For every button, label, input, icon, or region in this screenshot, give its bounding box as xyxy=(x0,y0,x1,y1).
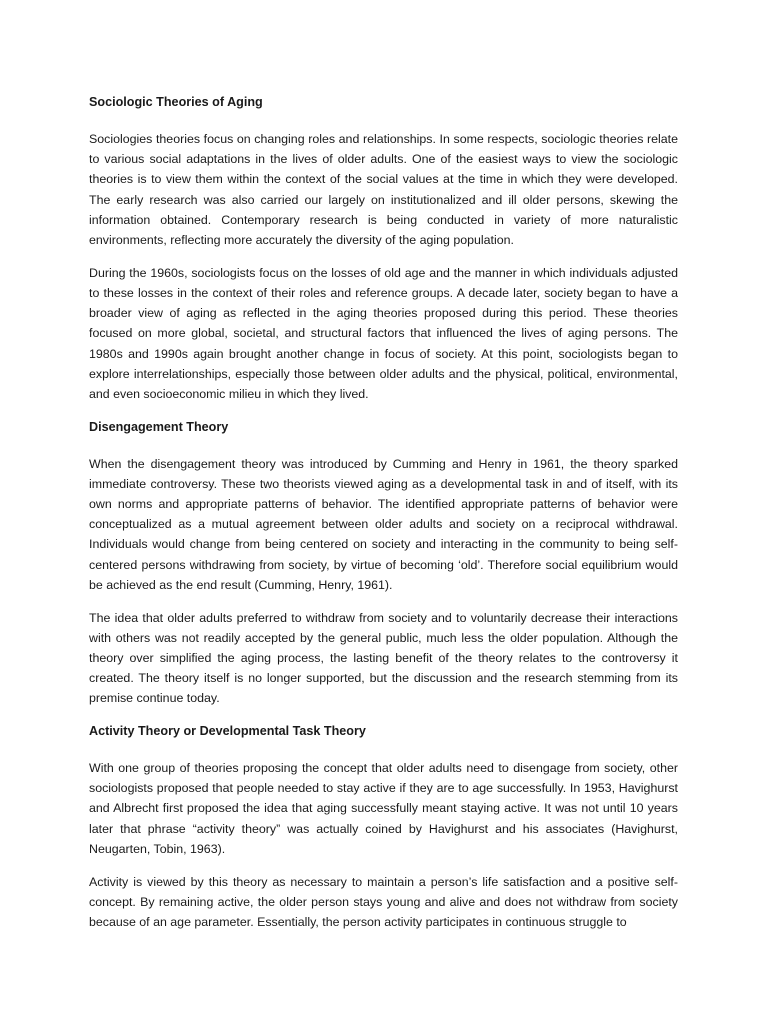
intro-paragraph-1: Sociologies theories focus on changing roles and relationships. In some respects, sociologic theories relate to various social adaptations in the lives of older adults. One of the easiest ways to view the sociologic theories is to view them within the context of the social values at the time in which they were developed. The early research was also carried our largely on institutionalized and ill older persons, skewing the information obtained. Contemporary research is being conducted in variety of more naturalistic environments, reflecting more accurately the diversity of the aging population. xyxy=(89,132,678,248)
activity-paragraph-2: Activity is viewed by this theory as necessary to maintain a person’s life satisfaction and a positive self-concept. By remaining active, the older person stays young and alive and does not withdraw from society because of an age parameter. Essentially, the person activity participates in continuous struggle to xyxy=(89,874,678,929)
activity-paragraph-1: With one group of theories proposing the concept that older adults need to disengage from society, other sociologists proposed that people needed to stay active if they are to age successfully. In 1953, Havighurst and Albrecht first proposed the idea that aging successfully meant staying active. It was not until 10 years later that phrase “activity theory” was actually coined by Havighurst and his associates (Havighurst, Neugarten, Tobin, 1963). xyxy=(89,761,678,856)
disengagement-paragraph-1: When the disengagement theory was introduced by Cumming and Henry in 1961, the theory sparked immediate controversy. These two theorists viewed aging as a developmental task in and of itself, with its own norms and appropriate patterns of behavior. The identified appropriate patterns of behavior were conceptualized as a mutual agreement between older adults and society on a reciprocal withdrawal. Individuals would change from being centered on society and interacting in the community to being self-centered persons withdrawing from society, by virtue of becoming ‘old’. Therefore social equilibrium would be achieved as the end result (Cumming, Henry, 1961). xyxy=(89,456,678,592)
disengagement-paragraph-2: The idea that older adults preferred to withdraw from society and to voluntarily decrease their interactions with others was not readily accepted by the general public, much less the older population. Although the theory over simplified the aging process, the lasting benefit of the theory relates to the controversy it created. The theory itself is no longer supported, but the discussion and the research stemming from its premise continue today. xyxy=(89,610,678,706)
page-title: Sociologic Theories of Aging xyxy=(89,95,263,109)
intro-paragraph-2: During the 1960s, sociologists focus on the losses of old age and the manner in which individuals adjusted to these losses in the context of their roles and reference groups. A decade later, society began to have a broader view of aging as reflected in the aging theories proposed during this period. These theories focused on more global, societal, and structural factors that influenced the lives of aging persons. The 1980s and 1990s again brought another change in focus of society. At this point, sociologists began to explore interrelationships, especially those between older adults and the physical, political, environmental, and even socioeconomic milieu in which they lived. xyxy=(89,265,678,401)
activity-heading: Activity Theory or Developmental Task Theory xyxy=(89,724,366,739)
disengagement-heading: Disengagement Theory xyxy=(89,419,229,434)
